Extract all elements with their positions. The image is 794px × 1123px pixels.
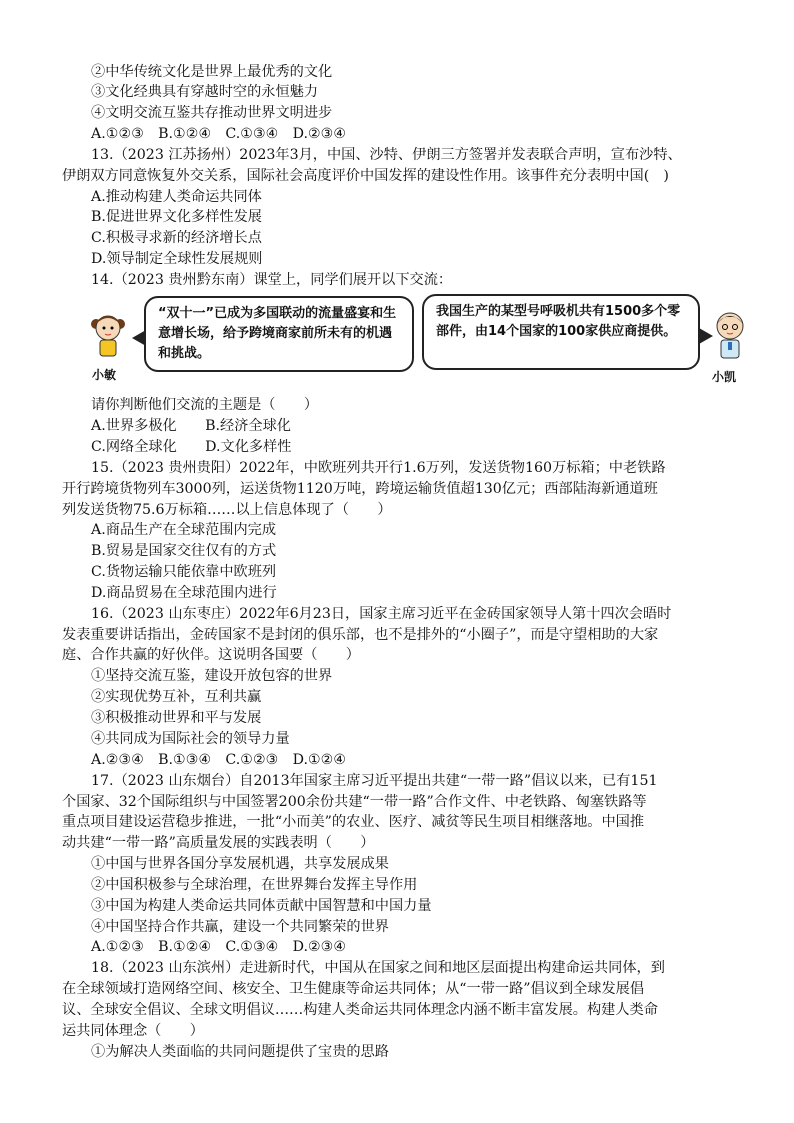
option-line: ①为解决人类面临的共同问题提供了宝贵的思路 <box>91 1044 389 1060</box>
boy-avatar-icon <box>710 308 750 362</box>
question-18: 18.（2023 山东滨州）走进新时代，中国从在国家之间和地区层面提出构建命运共同体，到 <box>91 960 665 976</box>
question-text: 个国家、32个国际组织与中国签署200余份共建“一带一路”合作文件、中老铁路、匈塞铁路等 <box>62 794 647 810</box>
option-line: ④共同成为国际社会的领导力量 <box>91 731 290 747</box>
option-line: ②实现优势互补，互利共赢 <box>91 689 262 705</box>
question-14: 14.（2023 贵州黔东南）课堂上，同学们展开以下交流： <box>91 272 453 288</box>
right-speaker-name: 小凯 <box>712 370 737 384</box>
option-line: ②中华传统文化是世界上最优秀的文化 <box>91 64 333 80</box>
question-text: 列发送货物75.6万标箱……以上信息体现了（ ） <box>62 502 392 518</box>
question-text: 重点项目建设运营稳步推进，一批“小而美”的农业、医疗、减贫等民生项目相继落地。中国推 <box>62 814 645 830</box>
option-line: D.领导制定全球性发展规则 <box>91 251 263 267</box>
question-17: 17.（2023 山东烟台）自2013年国家主席习近平提出共建“一带一路”倡议以来，已有151 <box>91 773 658 789</box>
question-text: 运共同体理念（ ） <box>62 1023 204 1039</box>
question-13: 13.（2023 江苏扬州）2023年3月，中国、沙特、伊朗三方签署并发表联合声明，宣布沙特、 <box>91 147 682 163</box>
option-line: ③积极推动世界和平与发展 <box>91 710 262 726</box>
answer-choices: A.①②③ B.①②④ C.①③④ D.②③④ <box>91 939 347 955</box>
option-line: B.贸易是国家交往仅有的方式 <box>91 543 277 559</box>
girl-avatar-icon <box>90 312 126 362</box>
answer-choices: A.②③④ B.①③④ C.①②③ D.①②④ <box>91 752 347 768</box>
question-text: 庭、合作共赢的好伙伴。这说明各国要（ ） <box>62 647 360 663</box>
option-line: ④文明交流互鉴共存推动世界文明进步 <box>91 105 333 121</box>
option-line: ②中国积极参与全球治理，在世界舞台发挥主导作用 <box>91 877 418 893</box>
option-line: ③文化经典具有穿越时空的永恒魅力 <box>91 84 319 100</box>
question-15: 15.（2023 贵州贵阳）2022年，中欧班列共开行1.6万列，发送货物160万标箱；中老铁路 <box>91 460 666 476</box>
option-line: ③中国为构建人类命运共同体贡献中国智慧和中国力量 <box>91 898 432 914</box>
option-line: ④中国坚持合作共赢，建设一个共同繁荣的世界 <box>91 919 389 935</box>
right-speech-bubble: 我国生产的某型号呼吸机共有1500多个零部件，由14个国家的100家供应商提供。 <box>422 294 700 370</box>
question-text: 发表重要讲话指出，金砖国家不是封闭的俱乐部，也不是排外的“小圈子”，而是守望相助的大家 <box>62 627 659 643</box>
option-line: A.推动构建人类命运共同体 <box>91 189 262 205</box>
option-line: ①坚持交流互鉴，建设开放包容的世界 <box>91 668 333 684</box>
question-16: 16.（2023 山东枣庄）2022年6月23日，国家主席习近平在金砖国家领导人第十四次会晤时 <box>91 606 672 622</box>
option-line: C.货物运输只能依靠中欧班列 <box>91 564 277 580</box>
question-text: 开行跨境货物列车3000列，运送货物1120万吨，跨境运输货值超130亿元；西部陆海新通道班 <box>62 481 658 497</box>
option-line: A.世界多极化 B.经济全球化 <box>91 418 291 434</box>
option-line: A.商品生产在全球范围内完成 <box>91 522 277 538</box>
left-speech-bubble: “双十一”已成为多国联动的流量盛宴和生意增长场，给予跨境商家前所未有的机遇和挑战。 <box>144 296 414 372</box>
option-line: C.积极寻求新的经济增长点 <box>91 230 262 246</box>
dialogue-figure <box>62 294 762 386</box>
answer-choices: A.①②③ B.①②④ C.①③④ D.②③④ <box>91 126 347 142</box>
question-text: 在全球领域打造网络空间、核安全、卫生健康等命运共同体；从“一带一路”倡议到全球发展倡 <box>62 981 645 997</box>
question-text: 动共建“一带一路”高质量发展的实践表明（ ） <box>62 835 375 851</box>
question-text: 伊朗双方同意恢复外交关系，国际社会高度评价中国发挥的建设性作用。该事件充分表明中国( ) <box>62 168 669 184</box>
option-line: D.商品贸易在全球范围内进行 <box>91 585 277 601</box>
option-line: C.网络全球化 D.文化多样性 <box>91 439 292 455</box>
question-text: 议、全球安全倡议、全球文明倡议……构建人类命运共同体理念内涵不断丰富发展。构建人类命 <box>62 1002 658 1018</box>
question-prompt: 请你判断他们交流的主题是（ ） <box>91 397 319 413</box>
option-line: ①中国与世界各国分享发展机遇，共享发展成果 <box>91 856 389 872</box>
option-line: B.促进世界文化多样性发展 <box>91 209 262 225</box>
left-speaker-name: 小敏 <box>92 368 117 382</box>
